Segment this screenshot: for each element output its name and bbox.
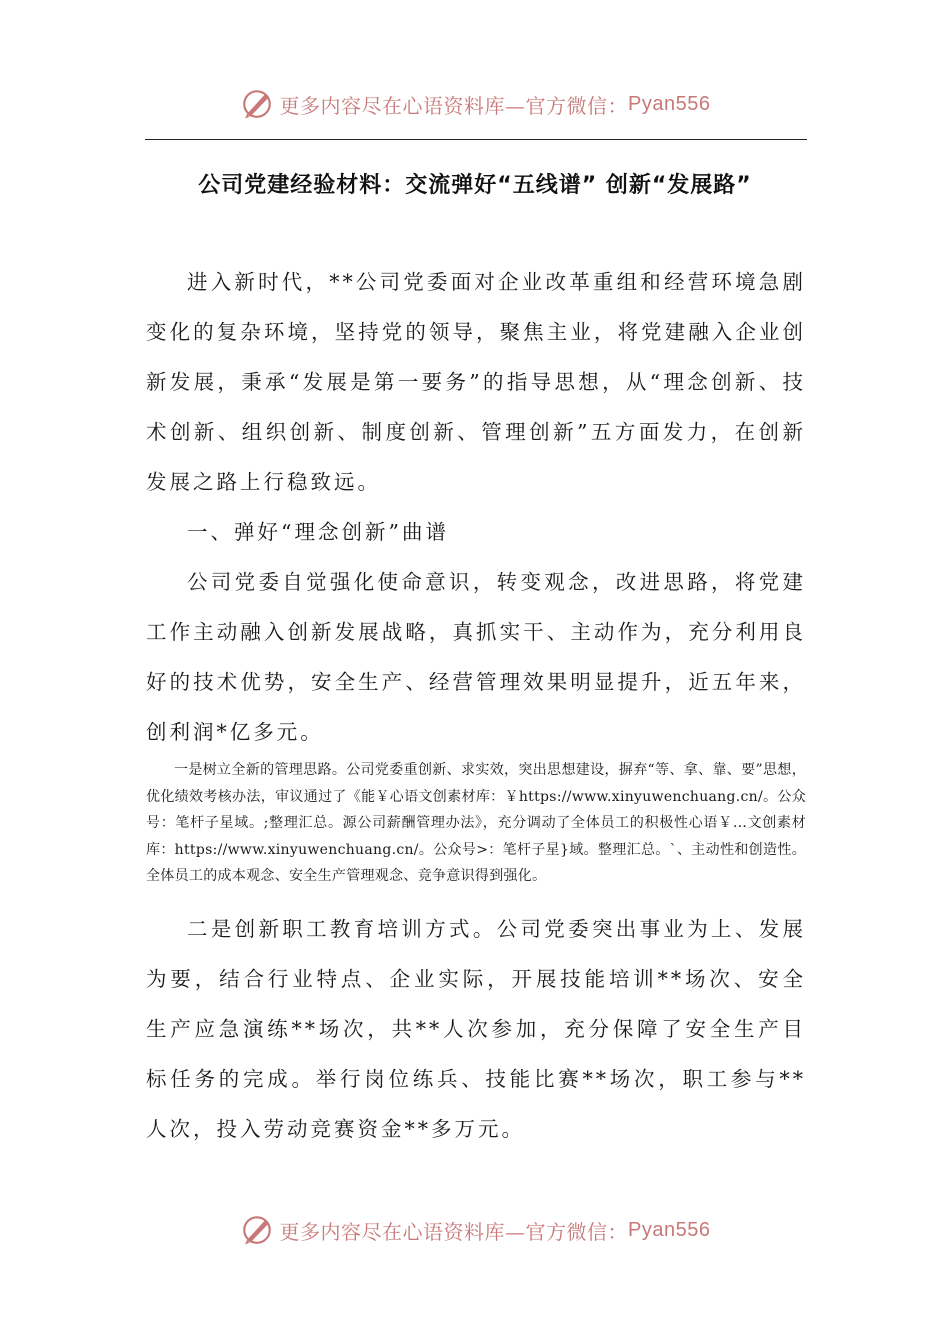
pen-logo-icon [240,1213,274,1247]
intro-paragraph: 进入新时代，**公司党委面对企业改革重组和经营环境急剧变化的复杂环境，坚持党的领导，聚焦主业，将党建融入企业创新发展，秉承“发展是第一要务”的指导思想，从“理念创新、技术创新、组织创新、制度创新、管理创新”五方面发力，在创新发展之路上行稳致远。 [146,270,806,494]
banner-text: 更多内容尽在心语资料库—官方微信： [279,93,629,118]
footer-banner-text: 更多内容尽在心语资料库—官方微信： [279,1219,629,1244]
header-banner [0,84,950,124]
document-title: 公司党建经验材料：交流弹好“五线谱” 创新“发展路” [198,173,752,198]
training-paragraph: 二是创新职工教育培训方式。公司党委突出事业为上、发展为要，结合行业特点、企业实际，开展技能培训**场次、安全生产应急演练**场次，共**人次参加，充分保障了安全生产目标任务的完成。举行岗位练兵、技能比赛**场次，职工参与**人次，投入劳动竞赛资金**多万元。 [146,917,806,1141]
section-heading: 一、弹好“理念创新”曲谱 [187,520,449,544]
pen-logo-icon [240,87,274,121]
small-paragraph: 一是树立全新的管理思路。公司党委重创新、求实效，突出思想建设，摒弃“等、拿、靠、要”思想，优化绩效考核办法，审议通过了《能￥心语文创素材库：￥https://www.xinyuwenchuang.cn/。公众号：笔杆子星域。;整理汇总。源公司薪酬管理办法》，充分调动了全体员工的积极性心语￥…文创素材库：https://www.xinyuwenchuang.cn/。公众号>：笔杆子星}域。整理汇总。`、主动性和创造性。全体员工的成本观念、安全生产管理观念、竞争意识得到强化。 [146,762,806,884]
footer-wechat-id: Pyan556 [628,1218,711,1241]
section-paragraph: 公司党委自觉强化使命意识，转变观念，改进思路，将党建工作主动融入创新发展战略，真抓实干、主动作为，充分利用良好的技术优势，安全生产、经营管理效果明显提升，近五年来，创利润*亿多元。 [146,570,806,744]
banner-wechat-id: Pyan556 [628,92,711,115]
footer-banner [0,1210,950,1250]
header-divider [145,139,807,140]
